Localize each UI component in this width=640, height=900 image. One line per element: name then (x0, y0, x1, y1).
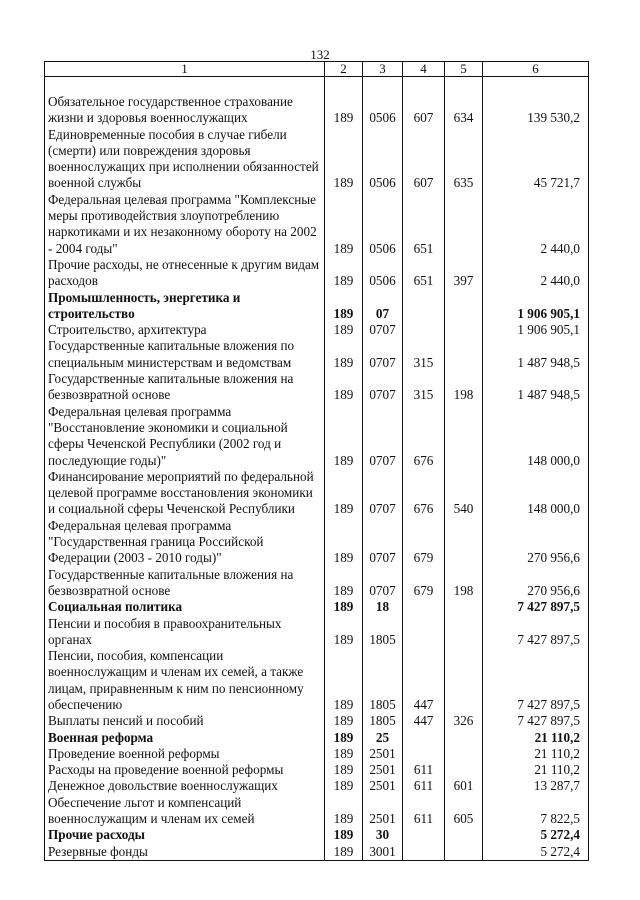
spacer-row (45, 77, 589, 95)
row-col-5: 198 (445, 371, 483, 404)
table-row (45, 844, 589, 861)
row-name: Военная реформа (45, 730, 325, 746)
row-col-3: 2501 (363, 778, 403, 794)
row-amount: 270 956,6 (483, 567, 589, 600)
header-col-6: 6 (483, 62, 589, 77)
row-col-5 (445, 844, 483, 861)
row-amount: 1 906 905,1 (483, 290, 589, 323)
table-row (45, 257, 589, 290)
row-col-4: 611 (403, 795, 445, 828)
row-col-3: 2501 (363, 795, 403, 828)
row-col-2: 189 (325, 518, 363, 567)
row-col-5: 635 (445, 127, 483, 192)
table-row (45, 730, 589, 746)
row-col-2: 189 (325, 599, 363, 615)
row-col-4: 676 (403, 469, 445, 518)
row-col-2: 189 (325, 616, 363, 649)
row-col-4 (403, 322, 445, 338)
row-col-3: 2501 (363, 762, 403, 778)
budget-table (44, 61, 589, 861)
header-col-1: 1 (45, 62, 325, 77)
row-name: Обеспечение льгот и компенсаций военнослужащим и членам их семей (45, 795, 325, 828)
row-amount: 5 272,4 (483, 827, 589, 843)
page-number: 132 (310, 47, 330, 62)
row-col-2: 189 (325, 567, 363, 600)
row-col-5 (445, 648, 483, 713)
row-col-3: 0506 (363, 192, 403, 257)
row-name: Государственные капитальные вложения на безвозвратной основе (45, 371, 325, 404)
table-row (45, 599, 589, 615)
row-amount: 148 000,0 (483, 404, 589, 469)
row-amount: 7 427 897,5 (483, 648, 589, 713)
row-col-4 (403, 730, 445, 746)
row-col-4 (403, 827, 445, 843)
row-col-3: 0707 (363, 469, 403, 518)
row-col-5 (445, 762, 483, 778)
row-col-3: 18 (363, 599, 403, 615)
row-col-2: 189 (325, 827, 363, 843)
row-col-2: 189 (325, 94, 363, 127)
row-amount: 1 487 948,5 (483, 371, 589, 404)
row-col-2: 189 (325, 127, 363, 192)
row-name: Промышленность, энергетика и строительство (45, 290, 325, 323)
row-name: Государственные капитальные вложения по специальным министерствам и ведомствам (45, 338, 325, 371)
row-col-3: 3001 (363, 844, 403, 861)
row-col-5: 326 (445, 713, 483, 729)
row-name: Расходы на проведение военной реформы (45, 762, 325, 778)
row-col-4: 315 (403, 338, 445, 371)
row-name: Единовременные пособия в случае гибели (смерти) или повреждения здоровья военнослужащих при исполнении обязанностей военной службы (45, 127, 325, 192)
table-row (45, 795, 589, 828)
row-col-3: 0506 (363, 257, 403, 290)
row-col-5 (445, 290, 483, 323)
row-amount: 21 110,2 (483, 746, 589, 762)
row-amount: 7 427 897,5 (483, 599, 589, 615)
header-col-3: 3 (363, 62, 403, 77)
row-amount: 139 530,2 (483, 94, 589, 127)
row-col-5 (445, 827, 483, 843)
row-col-5: 601 (445, 778, 483, 794)
row-amount: 7 427 897,5 (483, 616, 589, 649)
row-amount: 21 110,2 (483, 762, 589, 778)
row-col-4 (403, 599, 445, 615)
row-col-5 (445, 322, 483, 338)
row-col-5: 634 (445, 94, 483, 127)
row-name: Социальная политика (45, 599, 325, 615)
row-col-4 (403, 290, 445, 323)
row-col-2: 189 (325, 762, 363, 778)
row-amount: 2 440,0 (483, 192, 589, 257)
row-col-4: 679 (403, 567, 445, 600)
row-col-4: 607 (403, 127, 445, 192)
table-row (45, 778, 589, 794)
table-header (45, 62, 589, 77)
table-row (45, 469, 589, 518)
row-col-4: 611 (403, 778, 445, 794)
row-name: Денежное довольствие военнослужащих (45, 778, 325, 794)
row-col-3: 1805 (363, 616, 403, 649)
row-name: Резервные фонды (45, 844, 325, 861)
row-col-3: 1805 (363, 648, 403, 713)
row-name: Выплаты пенсий и пособий (45, 713, 325, 729)
row-col-5: 605 (445, 795, 483, 828)
row-col-5: 397 (445, 257, 483, 290)
row-col-2: 189 (325, 778, 363, 794)
row-amount: 1 906 905,1 (483, 322, 589, 338)
row-name: Пенсии и пособия в правоохранительных органах (45, 616, 325, 649)
table-row (45, 94, 589, 127)
row-col-4: 607 (403, 94, 445, 127)
row-amount: 2 440,0 (483, 257, 589, 290)
row-col-5 (445, 338, 483, 371)
row-col-4 (403, 844, 445, 861)
row-col-2: 189 (325, 338, 363, 371)
row-amount: 1 487 948,5 (483, 338, 589, 371)
row-col-3: 0506 (363, 94, 403, 127)
row-col-2: 189 (325, 322, 363, 338)
row-col-4 (403, 746, 445, 762)
row-name: Федеральная целевая программа "Восстановление экономики и социальной сферы Чеченской Республики (2002 год и последующие годы)" (45, 404, 325, 469)
row-amount: 7 822,5 (483, 795, 589, 828)
table-row (45, 127, 589, 192)
row-amount: 7 427 897,5 (483, 713, 589, 729)
row-col-3: 0707 (363, 567, 403, 600)
table-row (45, 762, 589, 778)
row-col-4: 676 (403, 404, 445, 469)
table-row (45, 338, 589, 371)
row-name: Прочие расходы, не отнесенные к другим видам расходов (45, 257, 325, 290)
row-col-2: 189 (325, 404, 363, 469)
row-name: Строительство, архитектура (45, 322, 325, 338)
row-name: Финансирование мероприятий по федеральной целевой программе восстановления экономики и социальной сферы Чеченской Республики (45, 469, 325, 518)
row-col-4: 447 (403, 648, 445, 713)
row-col-4: 679 (403, 518, 445, 567)
table-row (45, 746, 589, 762)
header-col-5: 5 (445, 62, 483, 77)
table-row (45, 616, 589, 649)
row-col-4: 651 (403, 257, 445, 290)
row-col-2: 189 (325, 648, 363, 713)
table-row (45, 404, 589, 469)
header-col-2: 2 (325, 62, 363, 77)
row-col-5 (445, 599, 483, 615)
row-amount: 21 110,2 (483, 730, 589, 746)
table-row (45, 518, 589, 567)
row-col-5 (445, 746, 483, 762)
row-name: Федеральная целевая программа "Комплексные меры противодействия злоупотреблению наркотиками и их незаконному обороту на 2002 - 2004 годы" (45, 192, 325, 257)
row-amount: 45 721,7 (483, 127, 589, 192)
row-amount: 148 000,0 (483, 469, 589, 518)
row-name: Пенсии, пособия, компенсации военнослужащим и членам их семей, а также лицам, приравненным к ним по пенсионному обеспечению (45, 648, 325, 713)
row-col-3: 0707 (363, 322, 403, 338)
row-col-3: 07 (363, 290, 403, 323)
table-row (45, 567, 589, 600)
row-col-2: 189 (325, 844, 363, 861)
table-row (45, 648, 589, 713)
row-col-2: 189 (325, 257, 363, 290)
row-name: Федеральная целевая программа "Государственная граница Российской Федерации (2003 - 2010 годы)" (45, 518, 325, 567)
table-row (45, 713, 589, 729)
table-row (45, 827, 589, 843)
row-name: Обязательное государственное страхование жизни и здоровья военнослужащих (45, 94, 325, 127)
row-col-3: 1805 (363, 713, 403, 729)
row-col-4: 315 (403, 371, 445, 404)
row-col-3: 25 (363, 730, 403, 746)
row-col-2: 189 (325, 469, 363, 518)
row-col-2: 189 (325, 192, 363, 257)
row-col-2: 189 (325, 290, 363, 323)
row-col-2: 189 (325, 730, 363, 746)
row-name: Прочие расходы (45, 827, 325, 843)
table-row (45, 192, 589, 257)
row-col-2: 189 (325, 371, 363, 404)
row-col-3: 2501 (363, 746, 403, 762)
table-row (45, 371, 589, 404)
row-col-5: 540 (445, 469, 483, 518)
row-col-5 (445, 404, 483, 469)
row-amount: 5 272,4 (483, 844, 589, 861)
row-col-2: 189 (325, 746, 363, 762)
table-body (45, 77, 589, 861)
row-col-5 (445, 192, 483, 257)
row-col-4: 447 (403, 713, 445, 729)
row-col-4: 611 (403, 762, 445, 778)
row-col-3: 0707 (363, 371, 403, 404)
row-col-3: 30 (363, 827, 403, 843)
row-col-4 (403, 616, 445, 649)
row-name: Проведение военной реформы (45, 746, 325, 762)
header-col-4: 4 (403, 62, 445, 77)
row-col-2: 189 (325, 713, 363, 729)
row-col-3: 0707 (363, 338, 403, 371)
row-col-5 (445, 730, 483, 746)
row-col-3: 0707 (363, 518, 403, 567)
row-col-5 (445, 518, 483, 567)
row-col-3: 0707 (363, 404, 403, 469)
row-amount: 270 956,6 (483, 518, 589, 567)
row-col-5 (445, 616, 483, 649)
row-name: Государственные капитальные вложения на безвозвратной основе (45, 567, 325, 600)
table-row (45, 322, 589, 338)
table-row (45, 290, 589, 323)
row-col-4: 651 (403, 192, 445, 257)
row-col-3: 0506 (363, 127, 403, 192)
row-col-5: 198 (445, 567, 483, 600)
row-col-2: 189 (325, 795, 363, 828)
row-amount: 13 287,7 (483, 778, 589, 794)
